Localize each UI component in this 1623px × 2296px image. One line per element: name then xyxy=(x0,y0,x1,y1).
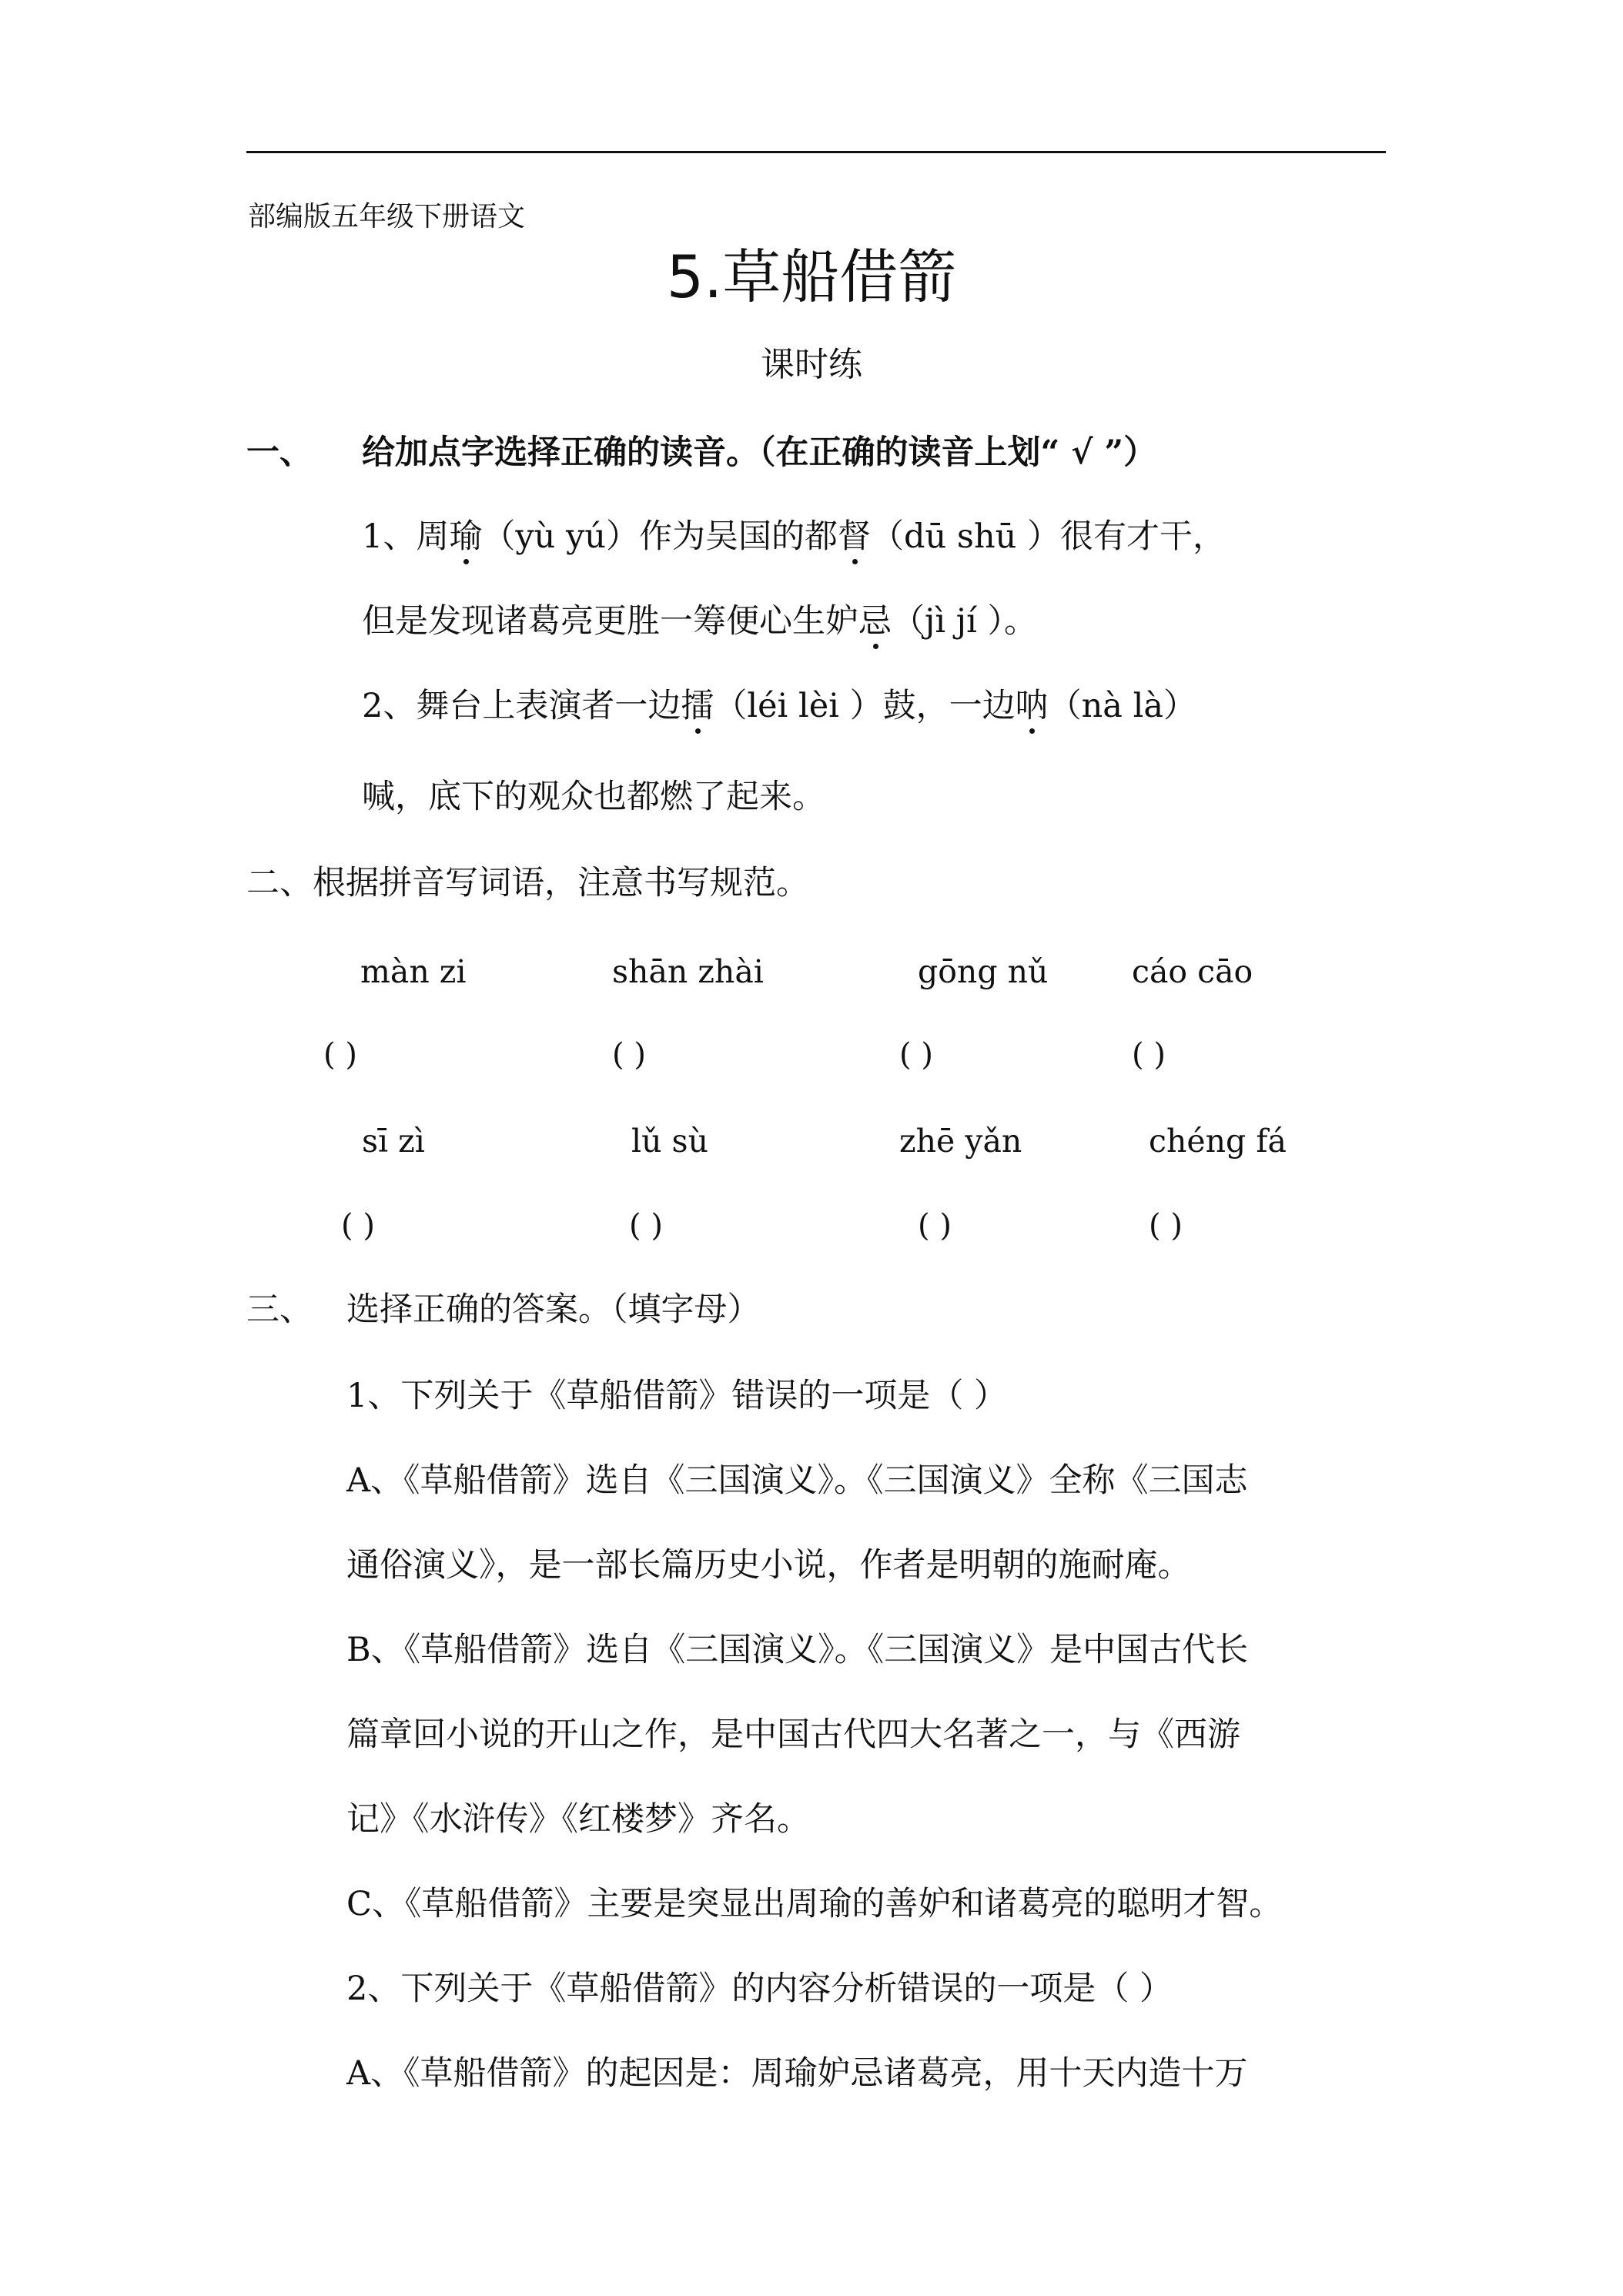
dotted-char: 督 xyxy=(838,517,872,556)
pinyin-cell: màn zi xyxy=(360,953,467,990)
question-2: 2、下列关于《草船借箭》的内容分析错误的一项是（ ） xyxy=(346,1970,1173,2008)
answer-blank[interactable]: ( ) xyxy=(1149,1208,1183,1243)
lesson-subtitle: 课时练 xyxy=(761,345,862,384)
option-a-line1: A、《草船借箭》选自《三国演义》。《三国演义》全称《三国志 xyxy=(346,1461,1248,1500)
pinyin-cell: lǔ sù xyxy=(631,1123,708,1160)
section3-heading: 选择正确的答案。（填字母） xyxy=(346,1290,761,1329)
answer-blank[interactable]: ( ) xyxy=(1132,1037,1166,1073)
option-c: C、《草船借箭》主要是突显出周瑜的善妒和诸葛亮的聪明才智。 xyxy=(346,1885,1283,1923)
section1-heading: 给加点字选择正确的读音。（在正确的读音上划“ √ ”） xyxy=(362,433,1157,472)
answer-blank[interactable]: ( ) xyxy=(918,1208,952,1243)
pinyin-cell: shān zhài xyxy=(612,953,764,990)
section3-number: 三、 xyxy=(246,1290,313,1329)
answer-blank[interactable]: ( ) xyxy=(323,1037,357,1073)
dotted-char: 忌 xyxy=(858,602,892,641)
pinyin-cell: chéng fá xyxy=(1149,1123,1287,1160)
section2-heading: 二、根据拼音写词语，注意书写规范。 xyxy=(246,864,809,902)
option-a-line2: 通俗演义》，是一部长篇历史小说，作者是明朝的施耐庵。 xyxy=(346,1546,1191,1585)
dotted-char: 呐 xyxy=(1015,687,1049,725)
section1-number: 一、 xyxy=(246,433,313,472)
answer-blank[interactable]: ( ) xyxy=(612,1037,646,1073)
pinyin-cell: cáo cāo xyxy=(1132,953,1253,990)
answer-blank[interactable]: ( ) xyxy=(899,1037,933,1073)
option-b-line3: 记》《水浒传》《红楼梦》齐名。 xyxy=(346,1800,810,1839)
course-label: 部编版五年级下册语文 xyxy=(248,201,526,233)
dotted-char: 擂 xyxy=(681,687,714,725)
answer-blank[interactable]: ( ) xyxy=(629,1208,663,1243)
section1-q1-line1: 1、周瑜（yù yú）作为吴国的都督（dū shū ）很有才干， xyxy=(362,517,1226,556)
pinyin-cell: gōng nǔ xyxy=(918,953,1049,990)
section1-q2-line1: 2、舞台上表演者一边擂（léi lèi ）鼓，一边呐（nà là） xyxy=(362,687,1196,725)
answer-blank[interactable]: ( ) xyxy=(341,1208,375,1243)
option-b-line1: B、《草船借箭》选自《三国演义》。《三国演义》是中国古代长 xyxy=(346,1631,1249,1669)
dotted-char: 瑜 xyxy=(449,517,483,556)
lesson-title: 5.草船借箭 xyxy=(666,243,957,311)
section1-q1-line2: 但是发现诸葛亮更胜一筹便心生妒忌（jì jí ）。 xyxy=(362,602,1038,641)
section1-q2-line2: 喊，底下的观众也都燃了起来。 xyxy=(362,778,825,816)
question-1: 1、下列关于《草船借箭》错误的一项是（ ） xyxy=(346,1377,1008,1415)
header-rule xyxy=(246,151,1386,153)
option-b-line2: 篇章回小说的开山之作，是中国古代四大名著之一，与《西游 xyxy=(346,1715,1240,1754)
pinyin-cell: sī zì xyxy=(362,1123,425,1160)
pinyin-cell: zhē yǎn xyxy=(899,1123,1022,1160)
question-2-option-a: A、《草船借箭》的起因是：周瑜妒忌诸葛亮，用十天内造十万 xyxy=(346,2054,1248,2093)
